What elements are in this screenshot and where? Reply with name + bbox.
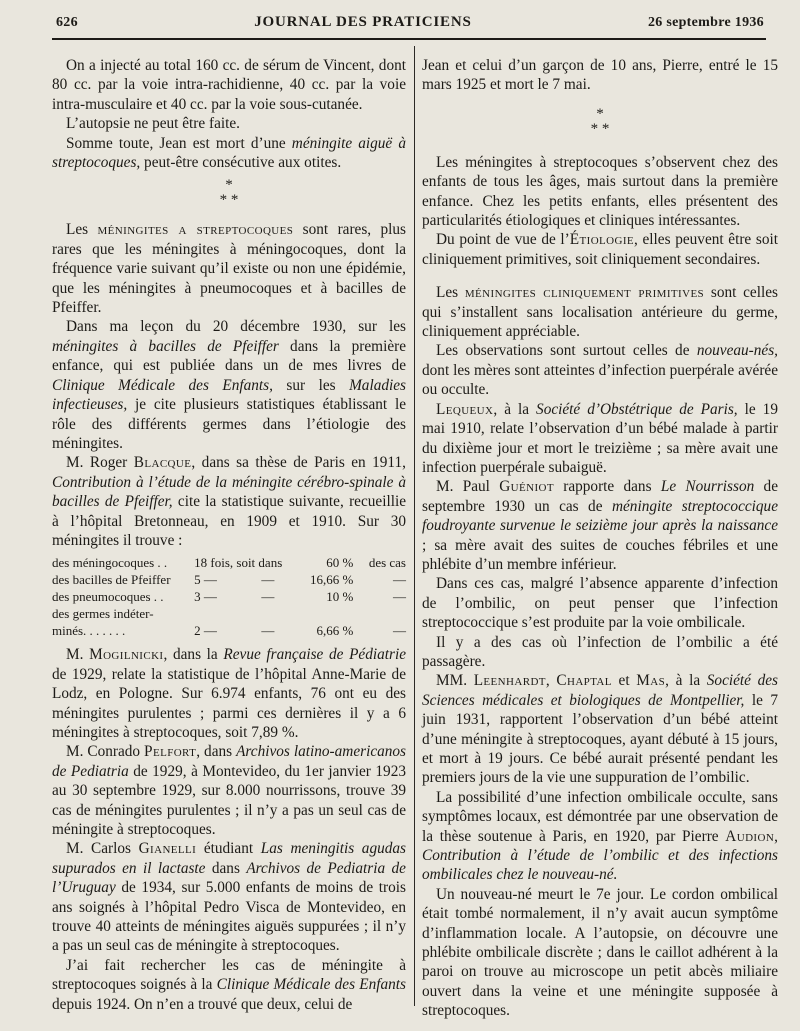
paragraph: L’autopsie ne peut être faite. [66, 115, 241, 133]
paragraph: MM. Leenhardt, Chaptal et Mas, à la Société des Sciences médicales et biologiques de Montpellier, le 7 juin 1931, rapportent l’observation d’un bébé atteint d’une méningite à streptocoques, ayant débuté à 15 jours, et mort à 19 jours. Ce bébé aurait présenté pendant les premiers jours de la vie une suppuration de l’ombilic. [422, 672, 778, 787]
paragraph: M. Carlos Gianelli étudiant Las meningitis agudas supurados en il lactaste dans Archivos de Pediatria de l’Uruguay de 1934, sur 5.000 enfants de moins de trois ans soignés à l’hôpital Pedro Visca de Montevideo, en trouve 40 atteints de méningites aiguës suppurées ; il n’y a pas un seul cas de méningite à streptocoques. [52, 840, 406, 955]
paragraph: Somme toute, Jean est mort d’une méningite aiguë à streptocoques, peut-être consécutive aux otites. [52, 134, 406, 172]
paragraph: Jean et celui d’un garçon de 10 ans, Pierre, entré le 15 mars 1925 et mort le 7 mai. [422, 57, 778, 94]
paragraph: Du point de vue de l’Étiologie, elles peuvent être soit cliniquement primitives, soit cliniquement secondaires. [422, 231, 778, 268]
right-column [422, 56, 778, 1021]
paragraph: Les méningites à streptocoques s’observent chez des enfants de tous les âges, mais surtout dans la première enfance. Chez les petits enfants, elles présentent des particularités étiologiques et cliniques intéressantes. [422, 153, 778, 230]
issue-date: 26 septembre 1936 [647, 15, 764, 30]
running-header [56, 14, 764, 40]
spacer [422, 269, 778, 283]
paragraph: Les méningites cliniquement primitives sont celles qui s’installent sans localisation antérieure du germe, cliniquement appréciable. [422, 284, 778, 341]
left-column [52, 56, 406, 1014]
paragraph: Il y a des cas où l’infection de l’ombilic a été passagère. [422, 633, 778, 670]
paragraph: M. Paul Guéniot rapporte dans Le Nourrisson de septembre 1930 un cas de méningite streptococcique foudroyante survenue le seizième jour après la naissance ; sa mère avait des suites de couches fébriles et une phlébite d’un membre inférieur. [422, 478, 778, 573]
paragraph: M. Mogilnicki, dans la Revue française de Pédiatrie de 1929, relate la statistique de l’hôpital Anne-Marie de Lodz, en Pologne. Sur 6.974 enfants, 76 ont eu des méningites purulentes ; parmi ces dernières il y a 6 méningites à streptocoques, soit 7,89 %. [52, 646, 406, 741]
paragraph: On a injecté au total 160 cc. de sérum de Vincent, dont 80 cc. par la voie intra-rachidienne, 40 cc. par la voie intra-musculaire et 40 cc. par la voie sous-cutanée. [52, 57, 406, 113]
paragraph: Un nouveau-né meurt le 7e jour. Le cordon ombilical était tombé normalement, il n’y avait aucun symptôme d’inflammation locale. A l’autopsie, on découvre une phlébite ombilicale discrète ; dans le caillot adhérent à la paroi on trouve au microscope un petit abcès miliaire ouvert dans la veine et une méningite supposée à streptocoques. [422, 885, 778, 1020]
section-separator: * * * [219, 177, 239, 209]
table-row: des germes indéter- [52, 606, 154, 622]
paragraph: Dans ma leçon du 20 décembre 1930, sur les méningites à bacilles de Pfeiffer dans la première enfance, qui est publiée dans un de mes livres de Clinique Médicale des Enfants, sur les Maladies infectieuses, je cite plusieurs statistiques établissant le rôle des différents germes dans l’étiologie des méningites. [52, 318, 406, 452]
table-row: des méningocoques . . 18 fois, soit dans 60 % des cas [52, 555, 406, 571]
paragraph: M. Roger Blacque, dans sa thèse de Paris en 1911, Contribution à l’étude de la méningite cérébro-spinale à bacilles de Pfeiffer, cite la statistique suivante, recueillie à l’hôpital Bretonneau, en 1909 et 1910. Sur 30 méningites il trouve : [52, 454, 406, 549]
paragraph: Dans ces cas, malgré l’absence apparente d’infection de l’ombilic, on peut penser que l’infection streptococcique s’est produite par la voie ombilicale. [422, 575, 778, 632]
journal-title: JOURNAL DES PRATICIENS [254, 14, 472, 30]
paragraph: La possibilité d’une infection ombilicale occulte, sans symptômes locaux, est démontrée par une observation de la thèse soutenue à Paris, en 1920, par Pierre Audion, Contribution à l’étude de l’ombilic et des infections ombilicales chez le nouveau-né. [422, 788, 778, 884]
paragraph: Les observations sont surtout celles de nouveau-nés, dont les mères sont atteintes d’infection puerpérale avérée ou occulte. [422, 342, 778, 399]
section-separator: * * * [590, 105, 610, 137]
column-divider [414, 46, 415, 1006]
table-row: des pneumocoques . . 3 — — 10 % — [52, 589, 406, 605]
table-row: minés. . . . . . . 2 — — 6,66 % — [52, 623, 406, 639]
page-number: 626 [56, 15, 78, 30]
statistics-table [52, 554, 406, 639]
paragraph: M. Conrado Pelfort, dans Archivos latino-americanos de Pediatria de 1929, à Montevideo, du 1er janvier 1923 au 30 septembre 1929, sur 8.000 nourrissons, trouve 39 cas de méningites purulentes ; il n’y a pas un seul cas de méningite à streptocoques. [52, 743, 407, 838]
header-rule [52, 38, 766, 40]
paragraph: J’ai fait rechercher les cas de méningite à streptocoques soignés à la Clinique Médicale des Enfants depuis 1924. On n’en a trouvé que deux, celui de [52, 956, 406, 1013]
paragraph: Lequeux, à la Société d’Obstétrique de Paris, le 19 mai 1910, relate l’observation d’un bébé malade à partir du dixième jour et mort le treizième ; sa mère avait une infection puerpérale subaiguë. [422, 400, 778, 476]
table-row: des bacilles de Pfeiffer 5 — — 16,66 % — [52, 572, 406, 588]
paragraph: Les méningites a streptocoques sont rares, plus rares que les méningites à méningocoques, dont la fréquence varie suivant qu’il existe ou non une épidémie, que les méningites à pneumocoques et à bacilles de Pfeiffer. [52, 221, 406, 317]
